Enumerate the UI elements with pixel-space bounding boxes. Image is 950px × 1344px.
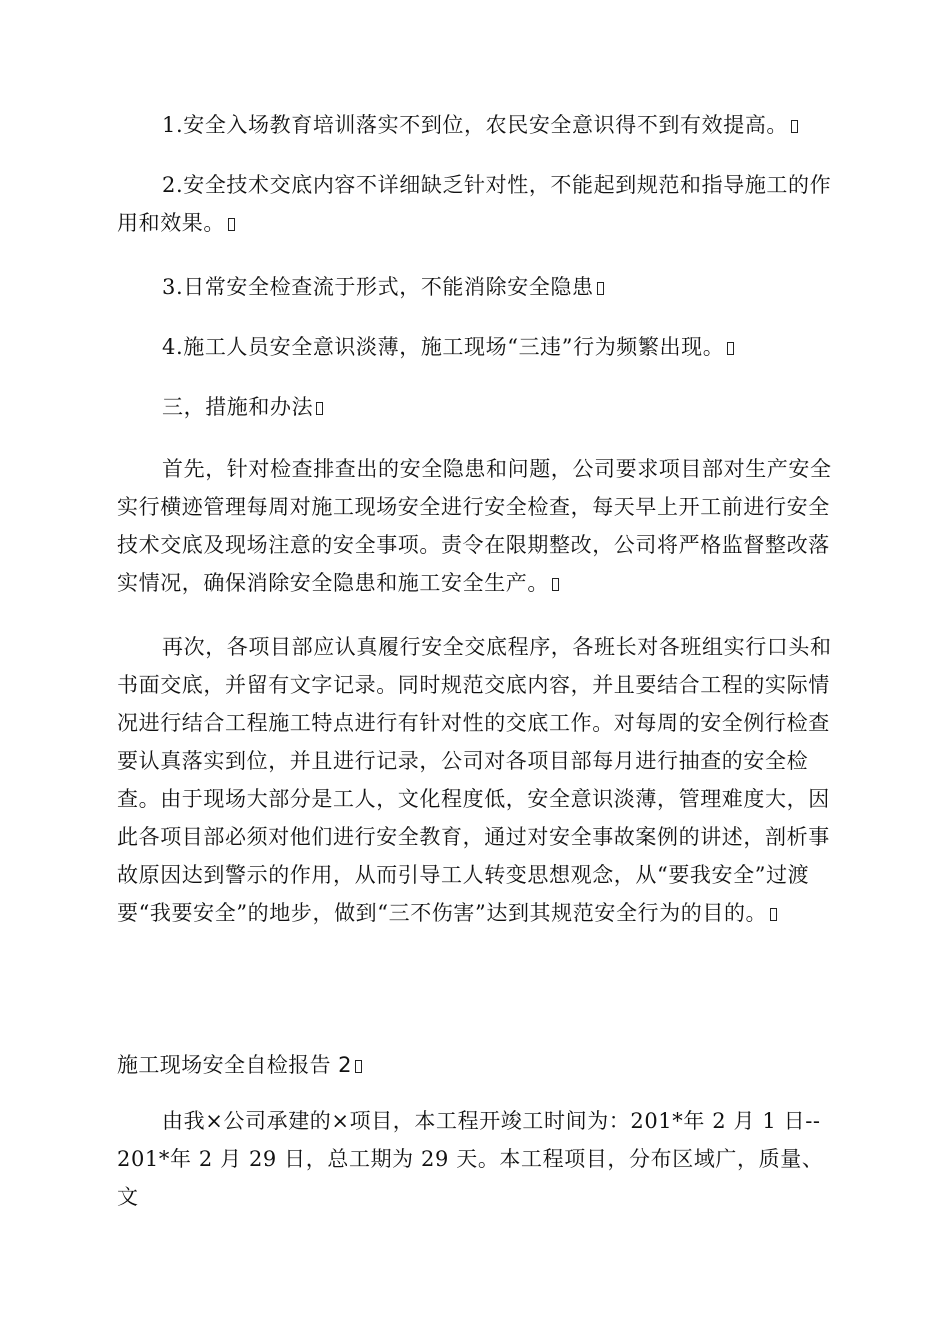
paragraph-mark-icon: [552, 578, 559, 591]
body-paragraph-3: [117, 1102, 833, 1216]
paragraph-mark-icon: [228, 218, 235, 231]
body-paragraph-3-text: 由我×公司承建的×项目，本工程开竣工时间为：201*年 2 月 1 日--201*年 2 月 29 日，总工期为 29 天。本工程项目，分布区域广，质量、文: [117, 1109, 824, 1209]
list-item-4-text: 4.施工人员安全意识淡薄，施工现场“三违”行为频繁出现。: [162, 335, 725, 359]
paragraph-mark-icon: [791, 120, 798, 133]
body-paragraph-2-text: 再次，各项目部应认真履行安全交底程序，各班长对各班组实行口头和书面交底，并留有文字记录。同时规范交底内容，并且要结合工程的实际情况进行结合工程施工特点进行有针对性的交底工作。对每周的安全例行检查要认真落实到位，并且进行记录，公司对各项目部每月进行抽查的安全检查。由于现场大部分是工人，文化程度低，安全意识淡薄，管理难度大，因此各项目部必须对他们进行安全教育，通过对安全事故案例的讲述，剖析事故原因达到警示的作用，从而引导工人转变思想观念，从“要我安全”过渡要“我要安全”的地步，做到“三不伤害”达到其规范安全行为的目的。: [117, 635, 832, 925]
paragraph-mark-icon: [355, 1060, 362, 1073]
paragraph-mark-icon: [770, 908, 777, 921]
report-heading-text: 施工现场安全自检报告 2: [117, 1053, 352, 1077]
paragraph-mark-icon: [727, 342, 734, 355]
list-item-2: [117, 166, 833, 242]
paragraph-mark-icon: [597, 282, 604, 295]
list-item-3: [117, 268, 833, 306]
body-paragraph-1: [117, 450, 833, 602]
list-item-2-text: 2.安全技术交底内容不详细缺乏针对性，不能起到规范和指导施工的作用和效果。: [117, 173, 832, 235]
section-title: [117, 388, 833, 426]
report-heading: [117, 1046, 833, 1084]
paragraph-mark-icon: [316, 402, 323, 415]
body-paragraph-2: [117, 628, 833, 932]
section-title-text: 三，措施和办法: [162, 395, 314, 419]
body-paragraph-1-text: 首先，针对检查排查出的安全隐患和问题，公司要求项目部对生产安全实行横迹管理每周对施工现场安全进行安全检查，每天早上开工前进行安全技术交底及现场注意的安全事项。责令在限期整改，公司将严格监督整改落实情况，确保消除安全隐患和施工安全生产。: [117, 457, 832, 595]
list-item-4: [117, 328, 833, 366]
list-item-1-text: 1.安全入场教育培训落实不到位，农民安全意识得不到有效提高。: [162, 113, 789, 137]
list-item-3-text: 3.日常安全检查流于形式，不能消除安全隐患: [162, 275, 594, 299]
list-item-1: [117, 106, 833, 144]
